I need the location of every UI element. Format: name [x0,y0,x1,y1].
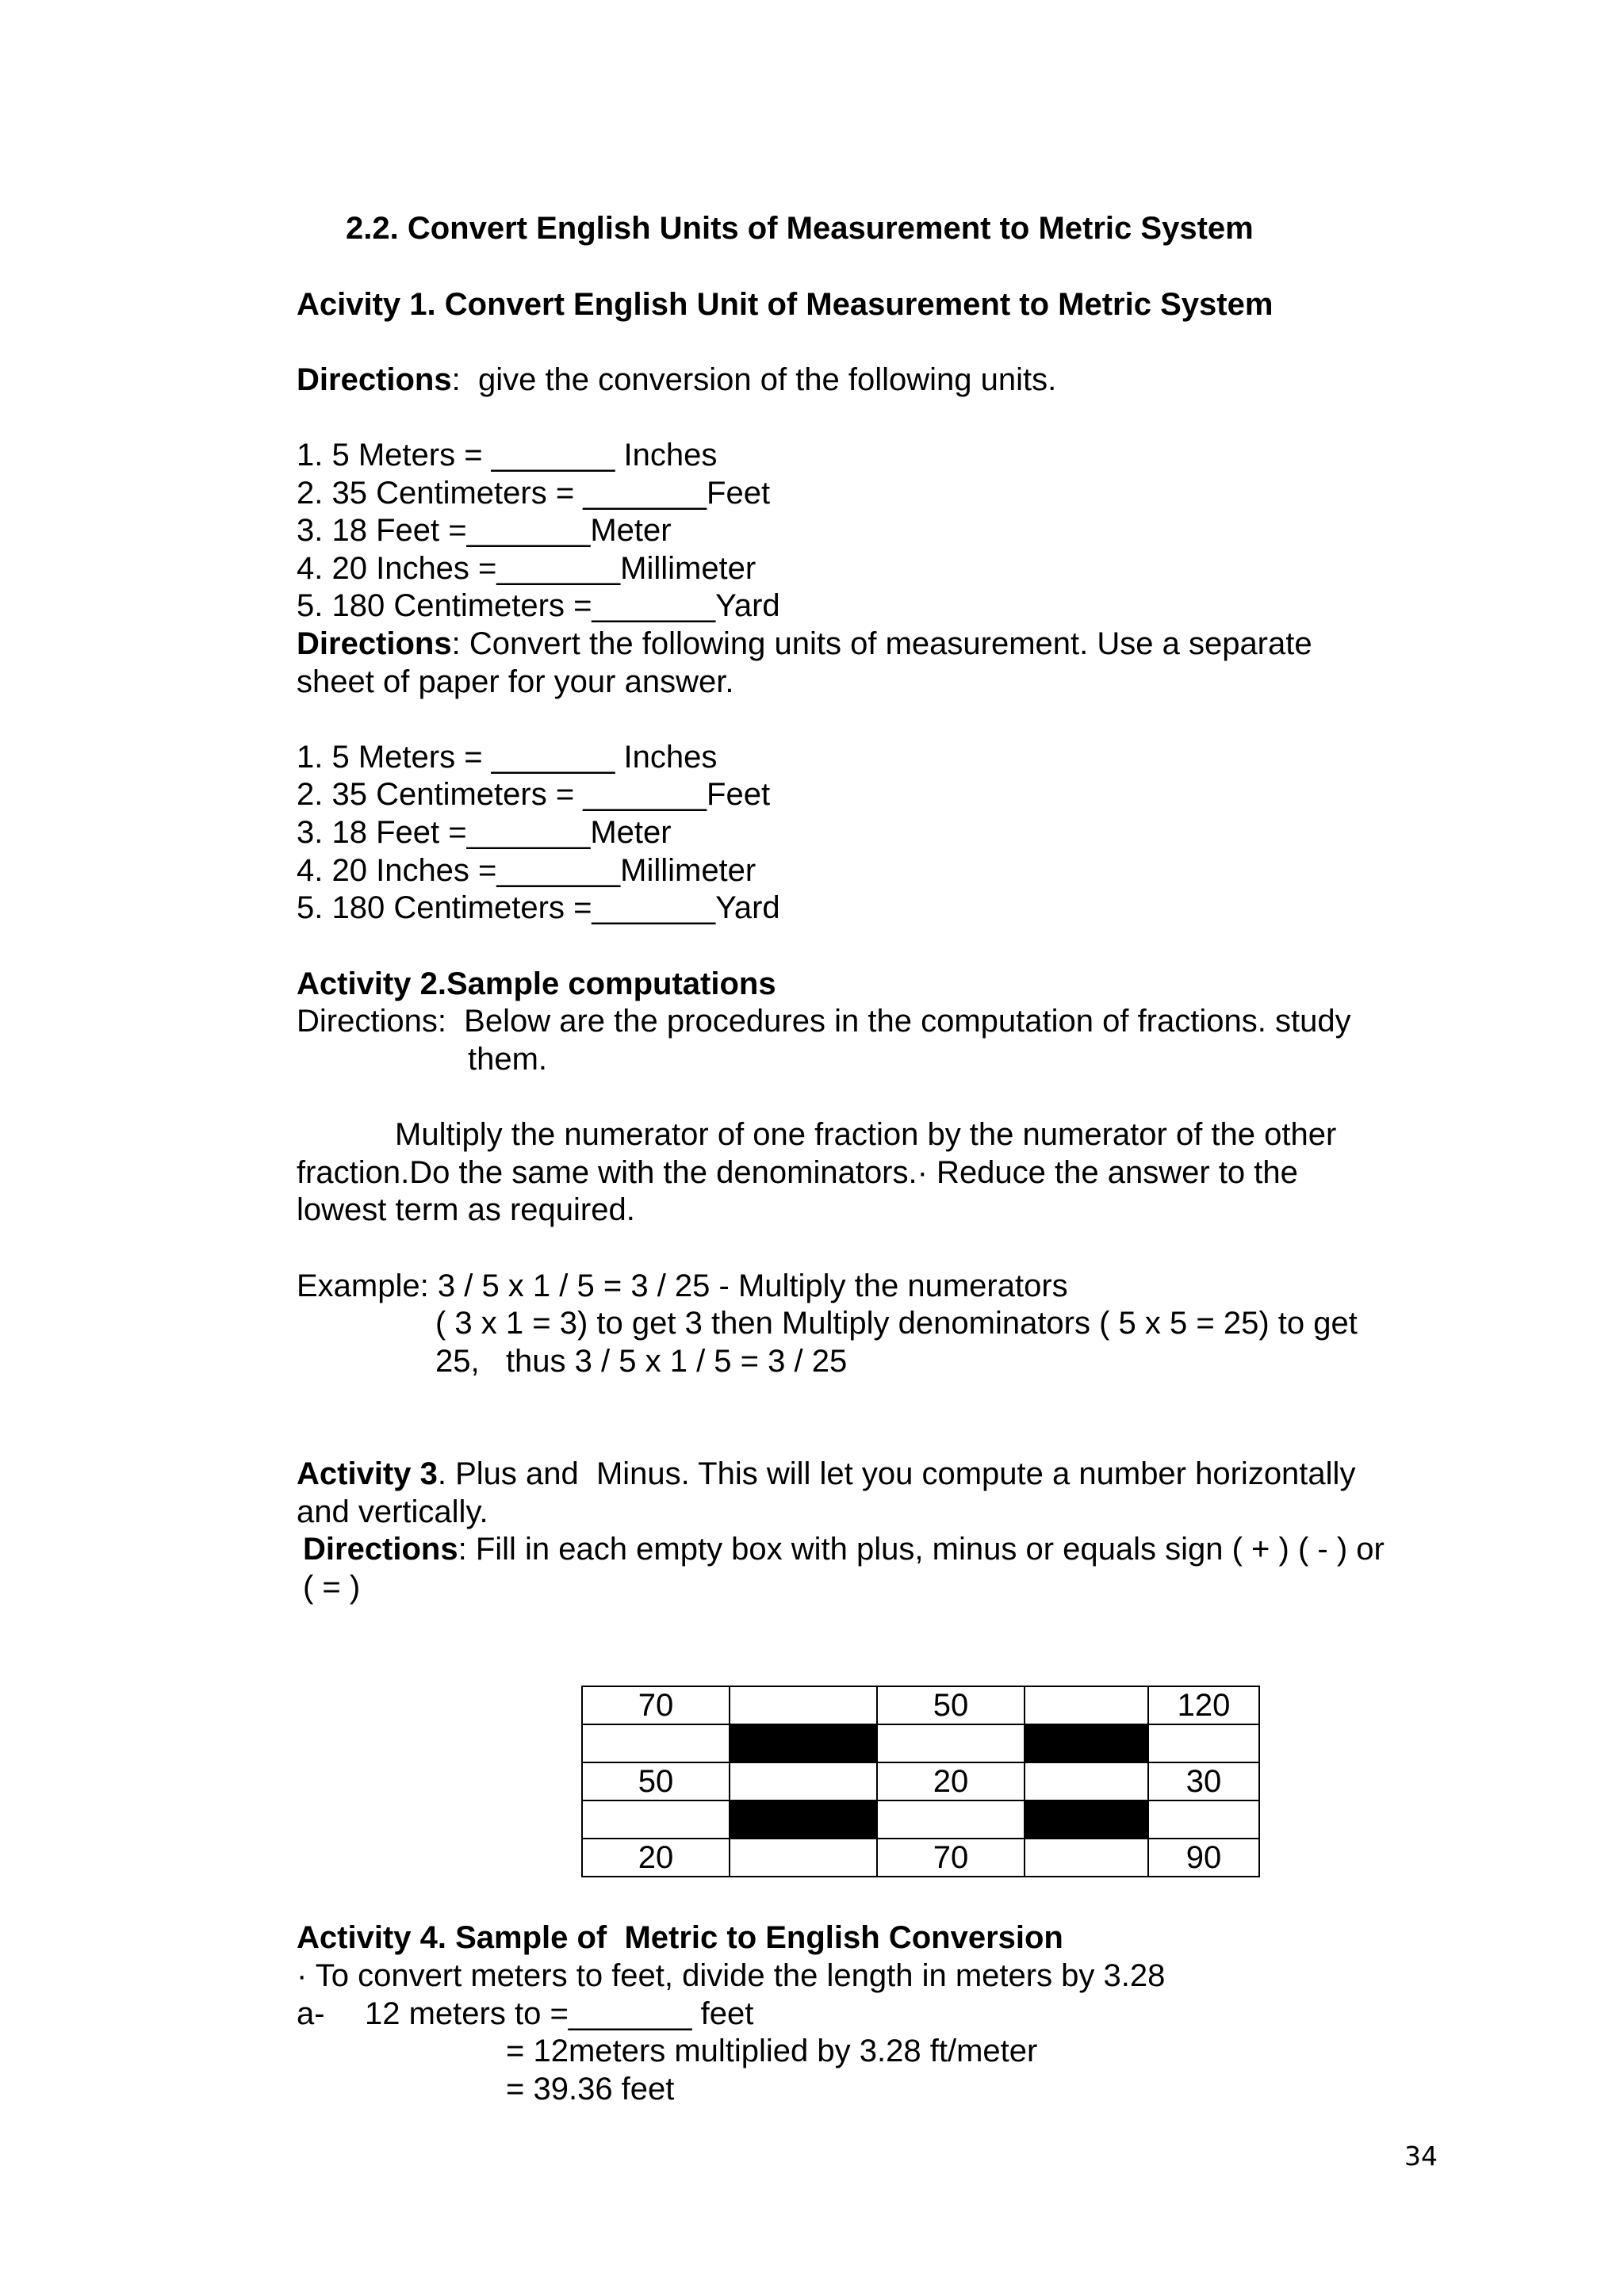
section-title: 2.2. Convert English Units of Measurement to Metric System [346,211,1254,246]
directions-text-line2: sheet of paper for your answer. [297,664,734,699]
grid-row [582,1724,1259,1762]
activity2-paragraph-line2: fraction.Do the same with the denominators.· Reduce the answer to the [297,1155,1298,1190]
list-item: 3. 18 Feet =_______Meter [297,815,672,850]
grid-black-cell [1025,1800,1148,1839]
grid-cell: 20 [877,1762,1025,1800]
example-line3: 25, thus 3 / 5 x 1 / 5 = 3 / 25 [435,1344,848,1379]
grid-empty-box[interactable] [730,1762,877,1800]
activity3-title-rest: . Plus and Minus. This will let you compute a number horizontally [437,1456,1356,1491]
grid-empty-box[interactable] [582,1800,730,1839]
activity2-directions-line2: them. [468,1042,548,1077]
directions-text: : Convert the following units of measurement. Use a separate [451,626,1312,661]
list-item: 3. 18 Feet =_______Meter [297,513,672,548]
activity4-title: Activity 4. Sample of Metric to English Conversion [297,1920,1063,1955]
grid-cell: 50 [582,1762,730,1800]
grid-cell: 70 [877,1839,1025,1877]
grid-cell: 20 [582,1839,730,1877]
grid-cell: 70 [582,1686,730,1724]
directions-text: : give the conversion of the following units. [451,362,1057,397]
grid-black-cell [1025,1724,1148,1762]
grid-empty-box[interactable] [1148,1724,1259,1762]
grid-empty-box[interactable] [1025,1762,1148,1800]
grid-empty-box[interactable] [877,1800,1025,1839]
grid-empty-box[interactable] [730,1839,877,1877]
plus-minus-grid [581,1686,1260,1877]
grid-empty-box[interactable] [730,1686,877,1724]
example-line2: ( 3 x 1 = 3) to get 3 then Multiply denominators ( 5 x 5 = 25) to get [435,1306,1358,1341]
activity4-line3: = 12meters multiplied by 3.28 ft/meter [506,2034,1038,2068]
directions-text: : Fill in each empty box with plus, minus or equals sign ( + ) ( - ) or [458,1532,1385,1567]
grid-empty-box[interactable] [1025,1686,1148,1724]
grid-cell: 120 [1148,1686,1259,1724]
list-item: 4. 20 Inches =_______Millimeter [297,551,756,586]
grid-black-cell [730,1800,877,1839]
list-item: 4. 20 Inches =_______Millimeter [297,853,756,888]
grid-cell: 30 [1148,1762,1259,1800]
list-item: 1. 5 Meters = _______ Inches [297,740,718,775]
grid-cell: 50 [877,1686,1025,1724]
grid-cell: 90 [1148,1839,1259,1877]
example-line1: Example: 3 / 5 x 1 / 5 = 3 / 25 - Multiply the numerators [297,1269,1068,1303]
activity4-line4: = 39.36 feet [506,2072,675,2107]
activity1-title: Acivity 1. Convert English Unit of Measurement to Metric System [297,287,1274,322]
list-item: 2. 35 Centimeters = _______Feet [297,476,771,511]
page-number: 34 [1404,2141,1438,2172]
grid-empty-box[interactable] [1148,1800,1259,1839]
directions-label: Directions [297,626,452,661]
activity2-title: Activity 2.Sample computations [297,966,776,1001]
activity2-paragraph-line3: lowest term as required. [297,1192,635,1227]
list-item: 5. 180 Centimeters =_______Yard [297,588,780,623]
activity3-directions-line2: ( = ) [303,1570,361,1605]
activity4-line2-prefix: a- [297,1996,325,2031]
activity1-directions-2 [297,625,1312,663]
activity2-paragraph-line1: Multiply the numerator of one fraction by the numerator of the other [395,1117,1337,1152]
activity3-title-line2: and vertically. [297,1494,488,1529]
grid-row [582,1762,1259,1800]
activity4-line2: 12 meters to =_______ feet [365,1996,754,2031]
grid-row [582,1686,1259,1724]
list-item: 2. 35 Centimeters = _______Feet [297,777,771,812]
activity3-title [297,1455,1355,1493]
activity3-directions [303,1530,1385,1568]
grid-row [582,1800,1259,1839]
directions-label: Directions [297,362,452,397]
list-item: 1. 5 Meters = _______ Inches [297,438,718,473]
activity2-directions: Directions: Below are the procedures in the computation of fractions. study [297,1004,1351,1039]
grid-empty-box[interactable] [1025,1839,1148,1877]
activity3-title-bold: Activity 3 [297,1456,438,1491]
activity1-directions [297,361,1056,399]
grid-empty-box[interactable] [582,1724,730,1762]
grid-row [582,1839,1259,1877]
list-item: 5. 180 Centimeters =_______Yard [297,890,780,925]
grid-black-cell [730,1724,877,1762]
grid-empty-box[interactable] [877,1724,1025,1762]
directions-label: Directions [303,1532,458,1567]
activity4-line1: · To convert meters to feet, divide the length in meters by 3.28 [297,1958,1166,1993]
